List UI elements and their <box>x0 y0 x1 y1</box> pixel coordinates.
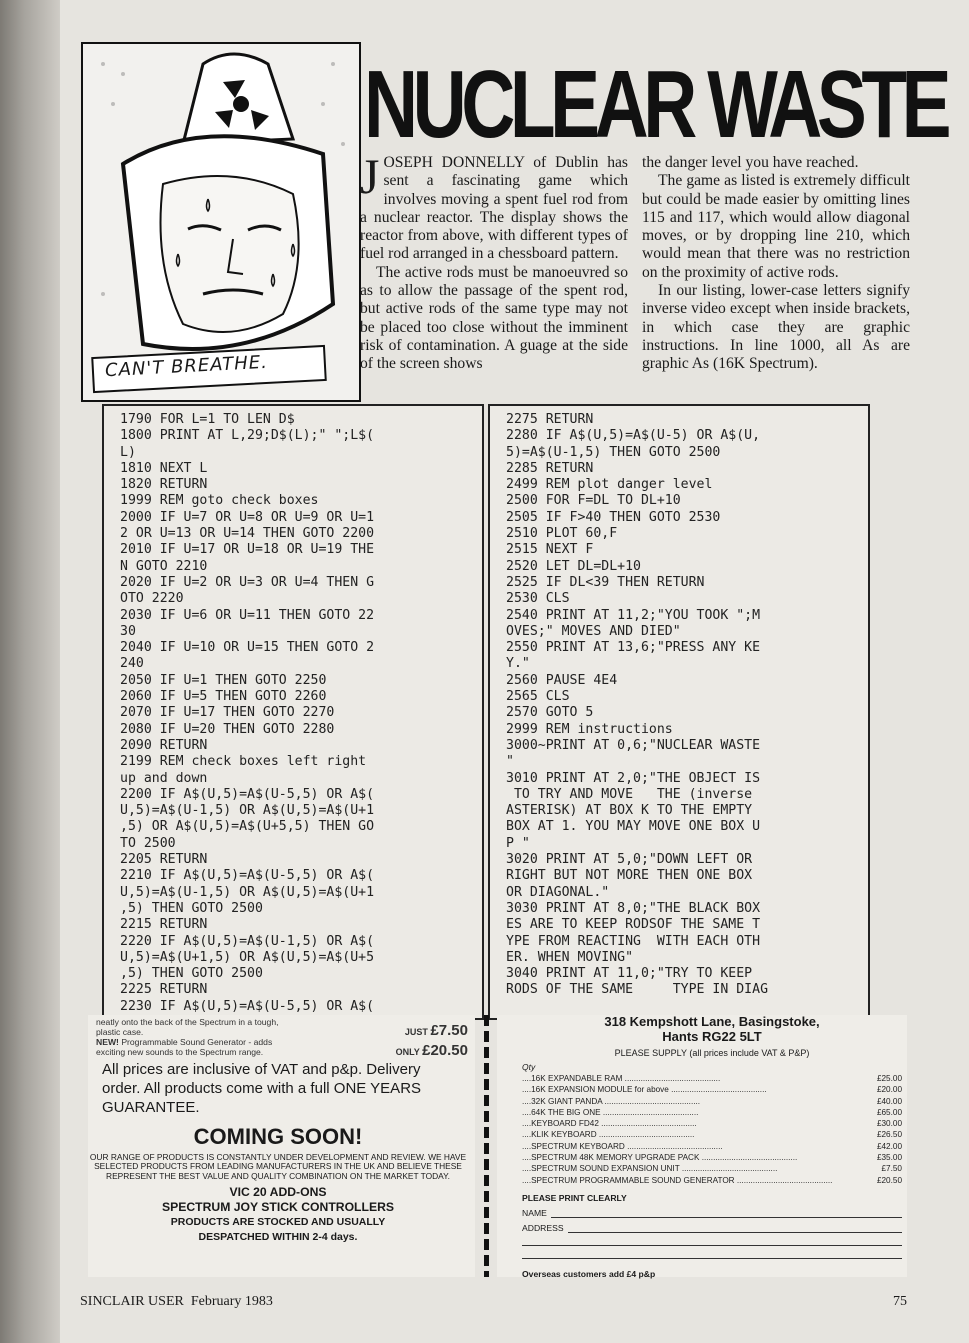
order-item-name: ....KEYBOARD FD42 .......................................... <box>522 1119 697 1129</box>
order-item-price: £20.00 <box>876 1085 902 1095</box>
price-row: NEW! Programmable Sound Generator - adds exciting new sounds to the Spectrum range. ONLY £20.50 <box>96 1037 468 1059</box>
order-item-row[interactable] <box>522 1084 902 1095</box>
order-items-table <box>522 1073 902 1186</box>
order-item-name: ....16K EXPANSION MODULE for above .......................................... <box>522 1085 767 1095</box>
coming-soon-text: OUR RANGE OF PRODUCTS IS CONSTANTLY UNDER DEVELOPMENT AND REVIEW. WE HAVE SELECTED PRODUCTS FROM LEADING MANUFACTURERS IN THE UK AND BELIEVE THESE REPRESENT THE BEST VALUE AND QUALITY COMBINATION ON THE MARKET TODAY. <box>89 1152 467 1181</box>
order-item-row[interactable] <box>522 1163 902 1174</box>
order-item-row[interactable] <box>522 1096 902 1107</box>
qty-label: Qty <box>522 1062 536 1072</box>
coming-soon-line: PRODUCTS ARE STOCKED AND USUALLY <box>170 1216 386 1229</box>
article-paragraph: The game as listed is extremely difficult but could be made easier by omitting lines 115 and 117, which would allow diagonal moves, or by dropping line 210, which would mean that there was no restriction on the proximity of active rods. <box>642 172 910 281</box>
speech-caption: CAN'T BREATHE. <box>104 351 269 382</box>
article-headline: NUCLEAR WASTE <box>364 51 947 158</box>
order-address: 318 Kempshott Lane, Basingstoke, <box>604 1014 820 1029</box>
order-item-price: £26.50 <box>876 1130 902 1140</box>
coming-soon-line: VIC 20 ADD-ONS <box>229 1185 327 1200</box>
comic-illustration <box>81 42 361 402</box>
astronaut-face-drawing <box>83 44 359 400</box>
coming-soon-line: DESPATCHED WITHIN 2-4 days. <box>198 1231 358 1244</box>
article-paragraph: The active rods must be manoeuvred so as to allow the passage of the spent rod, but active rods of the same type may not be placed too close without the imminent risk of contamination. A guage at the side of the screen shows <box>360 263 628 373</box>
article-paragraph: JOSEPH DONNELLY of Dublin has sent a fascinating game which involves moving a spent fuel rod from a nuclear reactor. The display shows the reactor from above, with different types of fuel rod arranged in a chessboard pattern. <box>360 148 628 263</box>
drop-cap: J <box>360 148 380 204</box>
order-item-price: £30.00 <box>876 1119 902 1129</box>
article-paragraph: In our listing, lower-case letters signify inverse video except when inside brackets, in which case they are graphic instructions. In line 1000, all As are graphic As (16K Spectrum). <box>642 282 910 373</box>
order-form <box>522 1014 902 1279</box>
order-item-price: £25.00 <box>876 1074 902 1083</box>
article-column-1 <box>360 148 628 374</box>
order-item-name: ....SPECTRUM SOUND EXPANSION UNIT .......................................... <box>522 1164 778 1174</box>
coming-soon-line: SPECTRUM JOY STICK CONTROLLERS <box>161 1200 395 1215</box>
supply-note: PLEASE SUPPLY (all prices include VAT & P&P) <box>614 1048 810 1058</box>
order-item-row[interactable] <box>522 1107 902 1118</box>
order-item-price: £7.50 <box>881 1164 902 1174</box>
order-item-name: ....SPECTRUM 48K MEMORY UPGRADE PACK .......................................... <box>522 1153 798 1163</box>
page-spine-shadow <box>0 0 60 1343</box>
basic-code: 2275 RETURN 2280 IF A$(U,5)=A$(U-5) OR A$(U, 5)=A$(U-1,5) THEN GOTO 2500 2285 RETURN 2499 REM plot danger level 2500 FOR F=DL TO DL+10 2505 IF F>40 THEN GOTO 2530 2510 PLOT 60,F 2515 NEXT F 2520 LET DL=DL+10 2525 IF DL<39 THEN RETURN 2530 CLS 2540 PRINT AT 11,2;"YOU TOOK ";M OVES;" MOVES AND DIED" 2550 PRINT AT 13,6;"PRESS ANY KE Y." 2560 PAUSE 4E4 2565 CLS 2570 GOTO 5 2999 REM instructions 3000~PRINT AT 0,6;"NUCLEAR WASTE " 3010 PRINT AT 2,0;"THE OBJECT IS TO TRY AND MOVE THE (inverse ASTERISK) AT BOX K TO THE EMPTY BOX AT 1. YOU MAY MOVE ONE BOX U P " 3020 PRINT AT 5,0;"DOWN LEFT OR RIGHT BUT NOT MORE THEN ONE BOX OR DIAGONAL." 3030 PRINT AT 8,0;"THE BLACK BOX ES ARE TO KEEP RODSOF THE SAME T YPE FROM REACTING WITH EACH OTH ER. WHEN MOVING" 3040 PRINT AT 11,0;"TRY TO KEEP RODS OF THE SAME TYPE IN DIAG <box>506 412 769 998</box>
address-field[interactable]: ADDRESS <box>522 1223 902 1233</box>
order-address: Hants RG22 5LT <box>662 1029 762 1044</box>
name-field[interactable]: NAME <box>522 1208 902 1218</box>
order-item-price: £40.00 <box>876 1096 902 1106</box>
order-item-row[interactable] <box>522 1175 902 1186</box>
order-item-price: £42.00 <box>876 1141 902 1151</box>
coupon-cut-line <box>484 1015 489 1277</box>
order-item-name: ....SPECTRUM PROGRAMMABLE SOUND GENERATOR .......................................... <box>522 1175 833 1185</box>
order-item-row[interactable] <box>522 1141 902 1152</box>
article-paragraph: the danger level you have reached. <box>642 154 859 171</box>
order-item-price: £20.50 <box>876 1175 902 1185</box>
order-item-name: ....KLIK KEYBOARD .......................................... <box>522 1130 695 1140</box>
order-item-price: £65.00 <box>876 1107 902 1117</box>
order-item-name: ....32K GIANT PANDA .......................................... <box>522 1096 701 1106</box>
order-item-name: ....16K EXPANDABLE RAM .......................................... <box>522 1074 721 1083</box>
price-rows <box>96 1017 468 1057</box>
page-number: 75 <box>893 1294 907 1309</box>
price-row: neatly onto the back of the Spectrum in a tough, plastic case. JUST £7.50 <box>96 1017 468 1039</box>
overseas-note: Overseas customers add £4 p&p <box>522 1268 656 1279</box>
magazine-footer: SINCLAIR USER February 1983 <box>80 1294 273 1309</box>
basic-code: 1790 FOR L=1 TO LEN D$ 1800 PRINT AT L,29;D$(L);" ";L$( L) 1810 NEXT L 1820 RETURN 1999 REM goto check boxes 2000 IF U=7 OR U=8 OR U=9 OR U=1 2 OR U=13 OR U=14 THEN GOTO 2200 2010 IF U=17 OR U=18 OR U=19 THE N GOTO 2210 2020 IF U=2 OR U=3 OR U=4 THEN G OTO 2220 2030 IF U=6 OR U=11 THEN GOTO 22 30 2040 IF U=10 OR U=15 THEN GOTO 2 240 2050 IF U=1 THEN GOTO 2250 2060 IF U=5 THEN GOTO 2260 2070 IF U=17 THEN GOTO 2270 2080 IF U=20 THEN GOTO 2280 2090 RETURN 2199 REM check boxes left right up and down 2200 IF A$(U,5)=A$(U-5,5) OR A$( U,5)=A$(U-1,5) OR A$(U,5)=A$(U+1 ,5) OR A$(U,5)=A$(U+5,5) THEN GO TO 2500 2205 RETURN 2210 IF A$(U,5)=A$(U-5,5) OR A$( U,5)=A$(U-1,5) OR A$(U,5)=A$(U+1 ,5) THEN GOTO 2500 2215 RETURN 2220 IF A$(U,5)=A$(U-1,5) OR A$( U,5)=A$(U+1,5) OR A$(U,5)=A$(U+5 ,5) THEN GOTO 2500 2225 RETURN 2230 IF A$(U,5)=A$(U-5,5) OR A$( <box>120 412 375 1014</box>
order-item-row[interactable] <box>522 1073 902 1084</box>
address-line[interactable] <box>522 1245 902 1246</box>
order-item-name: ....SPECTRUM KEYBOARD .......................................... <box>522 1141 723 1151</box>
order-item-name: ....64K THE BIG ONE .......................................... <box>522 1107 699 1117</box>
print-clearly: PLEASE PRINT CLEARLY <box>522 1192 627 1203</box>
prices-note: All prices are inclusive of VAT and p&p. Delivery order. All products come with a full ONE YEARS GUARANTEE. <box>102 1061 422 1116</box>
article-column-2 <box>642 154 910 374</box>
code-listing-left <box>102 404 484 1020</box>
order-item-price: £35.00 <box>876 1153 902 1163</box>
order-item-row[interactable] <box>522 1152 902 1163</box>
order-item-row[interactable] <box>522 1129 902 1140</box>
coming-soon-block <box>88 1124 468 1245</box>
coming-soon-title: COMING SOON! <box>193 1124 363 1149</box>
code-listing-right <box>488 404 870 1020</box>
order-item-row[interactable] <box>522 1118 902 1129</box>
address-line[interactable] <box>522 1258 902 1259</box>
